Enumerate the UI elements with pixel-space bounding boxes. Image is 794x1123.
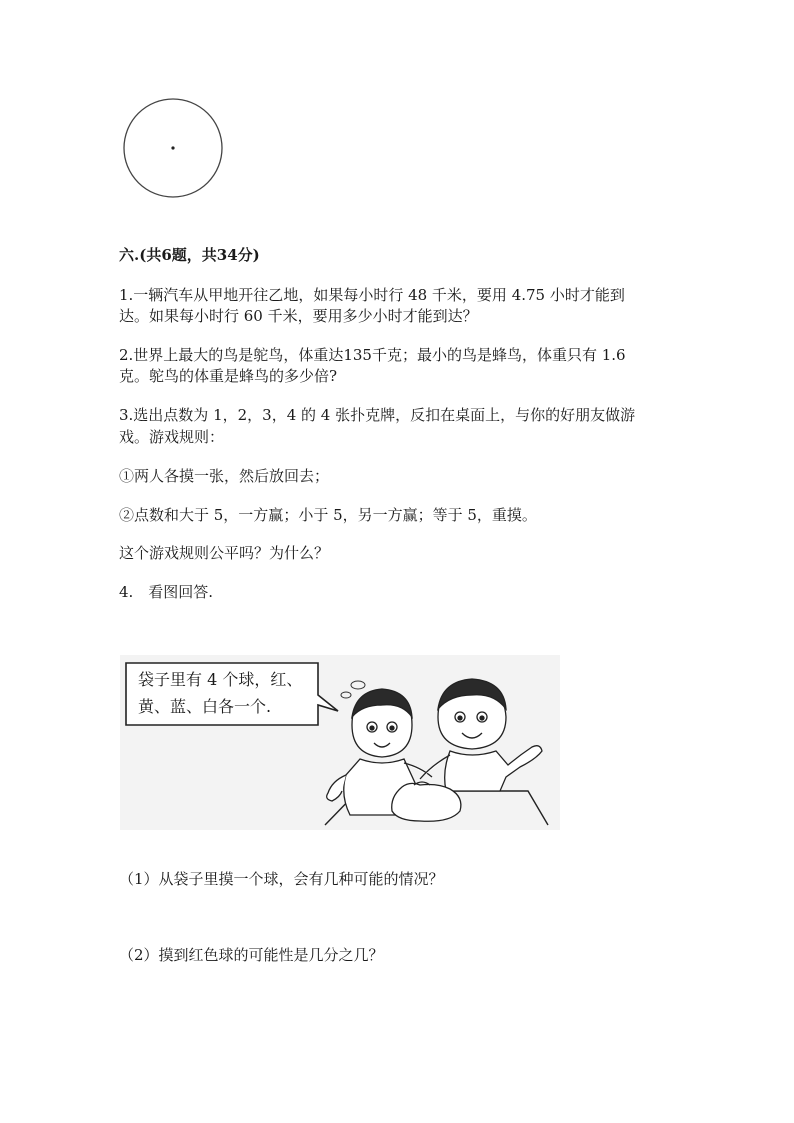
circle-figure: [118, 98, 228, 208]
section-title: 六.(共6题，共34分): [119, 246, 260, 264]
question-4-sub-1: （1）从袋子里摸一个球，会有几种可能的情况？: [119, 870, 444, 888]
question-4-sub-2: （2）摸到红色球的可能性是几分之几？: [119, 946, 384, 964]
question-2-line-1: 2.世界上最大的鸟是鸵鸟，体重达135千克；最小的鸟是蜂鸟，体重只有 1.6: [119, 346, 626, 364]
question-4-title: 4. 看图回答.: [119, 583, 214, 601]
question-1-line-2: 达。如果每小时行 60 千米，要用多少小时才能到达？: [119, 307, 478, 325]
bag: [392, 783, 461, 821]
question-3-question: 这个游戏规则公平吗？为什么？: [119, 544, 330, 562]
question-1-line-1: 1.一辆汽车从甲地开往乙地，如果每小时行 48 千米，要用 4.75 小时才能到: [119, 286, 625, 304]
circle-center-dot: [171, 146, 174, 149]
question-3-line-2: 戏。游戏规则：: [119, 428, 225, 446]
speech-bubble-line-2: 黄、蓝、白各一个.: [138, 697, 272, 716]
question-3-rule-2: ②点数和大于 5，一方赢；小于 5，另一方赢；等于 5，重摸。: [119, 506, 537, 524]
question-3-line-1: 3.选出点数为 1，2，3，4 的 4 张扑克牌，反扣在桌面上，与你的好朋友做游: [119, 406, 636, 424]
question-3-rule-1: ①两人各摸一张，然后放回去；: [119, 467, 330, 485]
question-2-line-2: 克。鸵鸟的体重是蜂鸟的多少倍?: [119, 367, 338, 385]
speech-bubble-line-1: 袋子里有 4 个球，红、: [138, 670, 303, 689]
